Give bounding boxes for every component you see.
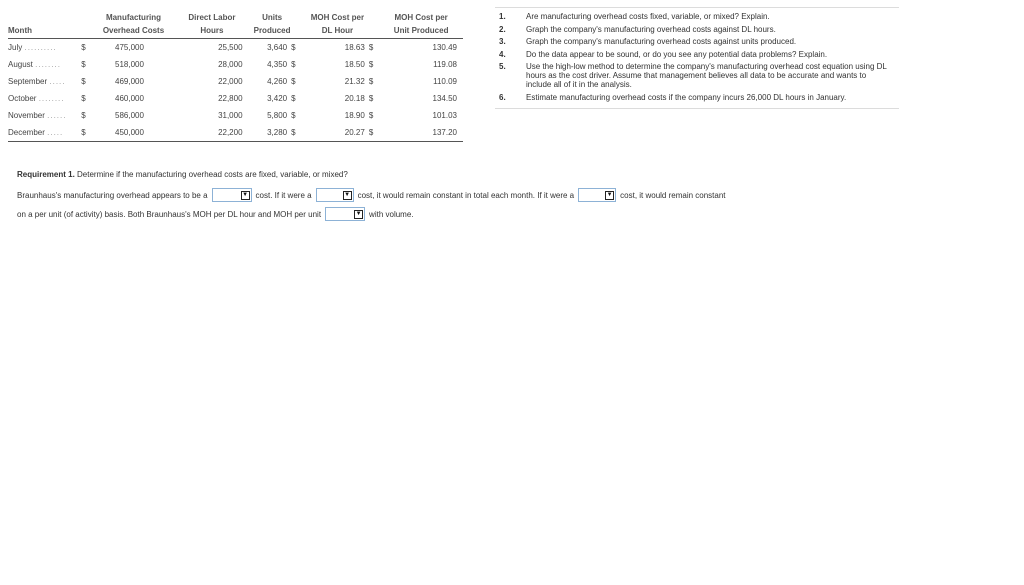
cell-moh-per-unit: 119.08 [433, 60, 457, 69]
requirement-item [495, 37, 899, 46]
header-mohu-line2: Unit Produced [379, 22, 463, 39]
cell-moh-per-unit: 130.49 [432, 43, 457, 52]
cell-dl-hours: 28,000 [218, 60, 243, 69]
units-value: 3,420 [267, 94, 288, 103]
cell-currency: $ [81, 43, 86, 52]
currency-sign: $ [291, 128, 296, 137]
cell-currency: $ [81, 94, 86, 103]
cell-currency: $ [81, 60, 86, 69]
sentence-text: cost, it would remain constant in total each month. If it were a [357, 190, 575, 200]
requirement-1-label: Requirement 1. [17, 170, 75, 179]
cost-type-dropdown-3[interactable] [578, 188, 616, 202]
table-row [8, 39, 463, 57]
leader-dots: ..... [47, 128, 64, 137]
cell-mfg-cost: 450,000 [92, 124, 176, 142]
cell-units [249, 39, 296, 57]
currency-sign: $ [368, 111, 374, 120]
table-row [8, 73, 463, 90]
header-month-blank [8, 4, 81, 22]
header-currency-blank [81, 4, 91, 22]
currency-sign: $ [368, 77, 374, 86]
table-row [8, 90, 463, 107]
cell-moh-per-unit: 110.09 [433, 77, 457, 86]
leader-dots: ...... [47, 111, 67, 120]
leader-dots: ..... [49, 77, 66, 86]
sentence-text: cost. If it were a [255, 190, 312, 200]
dropdown-arrow-icon: ▼ [355, 211, 362, 217]
table-row [8, 124, 463, 142]
mohdl-value: 21.32 [344, 77, 365, 86]
sentence-text: on a per unit (of activity) basis. Both Braunhaus's MOH per DL hour and MOH per unit [17, 209, 322, 219]
month-label: October [8, 94, 37, 103]
units-value: 3,640 [267, 43, 288, 52]
requirement-number: 6. [499, 92, 506, 102]
units-value: 3,280 [267, 128, 288, 137]
requirement-1-text: Determine if the manufacturing overhead costs are fixed, variable, or mixed? [77, 170, 348, 179]
cost-type-dropdown-1[interactable] [212, 188, 252, 202]
cell-units [249, 107, 296, 124]
header-mfg-line1: Manufacturing [105, 13, 162, 22]
currency-sign: $ [291, 60, 296, 69]
sentence-text: cost, it would remain constant [620, 190, 726, 200]
leader-dots: ........ [35, 60, 61, 69]
cell-dl-hours: 25,500 [218, 43, 243, 52]
header-mfg-line2: Overhead Costs [92, 22, 176, 39]
currency-sign: $ [291, 94, 296, 103]
cell-mfg-cost: 586,000 [115, 111, 144, 120]
requirement-number: 4. [499, 49, 506, 59]
currency-sign: $ [291, 43, 296, 52]
requirement-item [495, 25, 899, 34]
cell-moh-per-dlh [296, 90, 380, 107]
currency-sign: $ [291, 111, 296, 120]
dropdown-arrow-icon: ▼ [242, 192, 249, 198]
requirement-1-heading [17, 170, 348, 179]
cell-mfg-cost: 460,000 [115, 94, 144, 103]
header-mohdl-line2: DL Hour [296, 22, 380, 39]
cell-units [249, 73, 296, 90]
header-dlh-line2: Hours [175, 22, 248, 39]
requirement-number: 5. [499, 62, 506, 71]
table-header-row-1 [8, 4, 463, 22]
cell-mfg-cost: 518,000 [115, 60, 144, 69]
cell-dl-hours: 31,000 [218, 111, 243, 120]
requirement-number: 2. [499, 24, 506, 34]
requirements-list [495, 7, 899, 109]
requirement-number: 1. [499, 12, 506, 21]
sentence-text: with volume. [369, 209, 414, 219]
header-units-line1: Units [262, 13, 283, 22]
mohdl-value: 20.18 [344, 94, 365, 103]
cell-moh-per-dlh [296, 39, 380, 57]
volume-behavior-dropdown[interactable] [325, 207, 365, 221]
cell-mfg-cost: 475,000 [115, 43, 144, 52]
requirement-text: Use the high-low method to determine the company's manufacturing overhead cost equation using DL hours as the cost driver. Assume that management believes all data to be accurate and wants to include all of it in the analysis. [526, 62, 887, 89]
currency-sign: $ [291, 77, 296, 86]
cell-month [8, 56, 81, 73]
answer-sentence-line-2 [17, 207, 414, 221]
month-label: July [8, 43, 23, 52]
cell-mfg-cost: 469,000 [115, 77, 144, 86]
sentence-text: Braunhaus's manufacturing overhead appears to be a [17, 190, 208, 200]
month-label: November [8, 111, 45, 120]
cell-dl-hours: 22,200 [175, 124, 248, 142]
cell-dl-hours: 22,800 [218, 94, 243, 103]
currency-sign: $ [368, 94, 374, 103]
cell-moh-per-dlh [296, 73, 380, 90]
cell-month [8, 124, 81, 142]
requirement-item [495, 12, 899, 21]
cell-moh-per-dlh [296, 107, 380, 124]
requirement-text: Estimate manufacturing overhead costs if the company incurs 26,000 DL hours in January. [526, 92, 847, 102]
currency-sign: $ [368, 128, 374, 137]
units-value: 4,260 [267, 77, 288, 86]
mohdl-value: 18.90 [344, 111, 365, 120]
requirement-number: 3. [499, 37, 506, 46]
requirement-text: Do the data appear to be sound, or do you see any potential data problems? Explain. [526, 49, 828, 59]
mohdl-value: 18.50 [344, 60, 365, 69]
requirement-item [495, 50, 899, 59]
month-label: December [8, 128, 45, 137]
cell-moh-per-unit: 134.50 [432, 94, 457, 103]
requirement-text: Graph the company's manufacturing overhead costs against units produced. [526, 37, 797, 46]
cell-month [8, 107, 81, 124]
units-value: 4,350 [267, 60, 288, 69]
table-row [8, 56, 463, 73]
header-mohu-line1: MOH Cost per [394, 13, 448, 22]
mohdl-value: 18.63 [344, 43, 365, 52]
cell-moh-per-dlh [296, 56, 380, 73]
requirement-item [495, 62, 899, 89]
cell-units [249, 90, 296, 107]
currency-sign: $ [368, 60, 374, 69]
cell-units [249, 56, 296, 73]
cell-month [8, 73, 81, 90]
mohdl-value: 20.27 [344, 128, 365, 137]
dropdown-arrow-icon: ▼ [606, 192, 613, 198]
leader-dots: .......... [24, 43, 57, 52]
cell-currency: $ [81, 124, 91, 142]
dropdown-arrow-icon: ▼ [344, 192, 351, 198]
month-label: September [8, 77, 48, 86]
overhead-data-table [8, 4, 463, 142]
units-value: 5,800 [267, 111, 288, 120]
leader-dots: ........ [38, 94, 65, 103]
table-header-row-2 [8, 22, 463, 39]
header-currency-blank-2 [81, 22, 91, 39]
cell-moh-per-unit: 137.20 [379, 124, 463, 142]
cell-moh-per-dlh [296, 124, 380, 142]
requirement-text: Graph the company's manufacturing overhead costs against DL hours. [526, 24, 776, 34]
cell-moh-per-unit: 101.03 [432, 111, 457, 120]
requirement-text: Are manufacturing overhead costs fixed, variable, or mixed? Explain. [526, 12, 770, 21]
cell-currency: $ [81, 111, 86, 120]
table-row [8, 107, 463, 124]
currency-sign: $ [368, 43, 374, 52]
cell-currency: $ [81, 77, 86, 86]
cost-type-dropdown-2[interactable] [316, 188, 354, 202]
header-month: Month [8, 22, 81, 39]
cell-units [249, 124, 296, 142]
header-dlh-line1: Direct Labor [188, 13, 236, 22]
cell-month [8, 39, 81, 57]
header-mohdl-line1: MOH Cost per [310, 13, 365, 22]
answer-sentence-line-1 [17, 188, 726, 202]
cell-dl-hours: 22,000 [218, 77, 243, 86]
header-units-line2: Produced [249, 22, 296, 39]
requirement-item [495, 93, 899, 102]
cell-month [8, 90, 81, 107]
month-label: August [8, 60, 33, 69]
